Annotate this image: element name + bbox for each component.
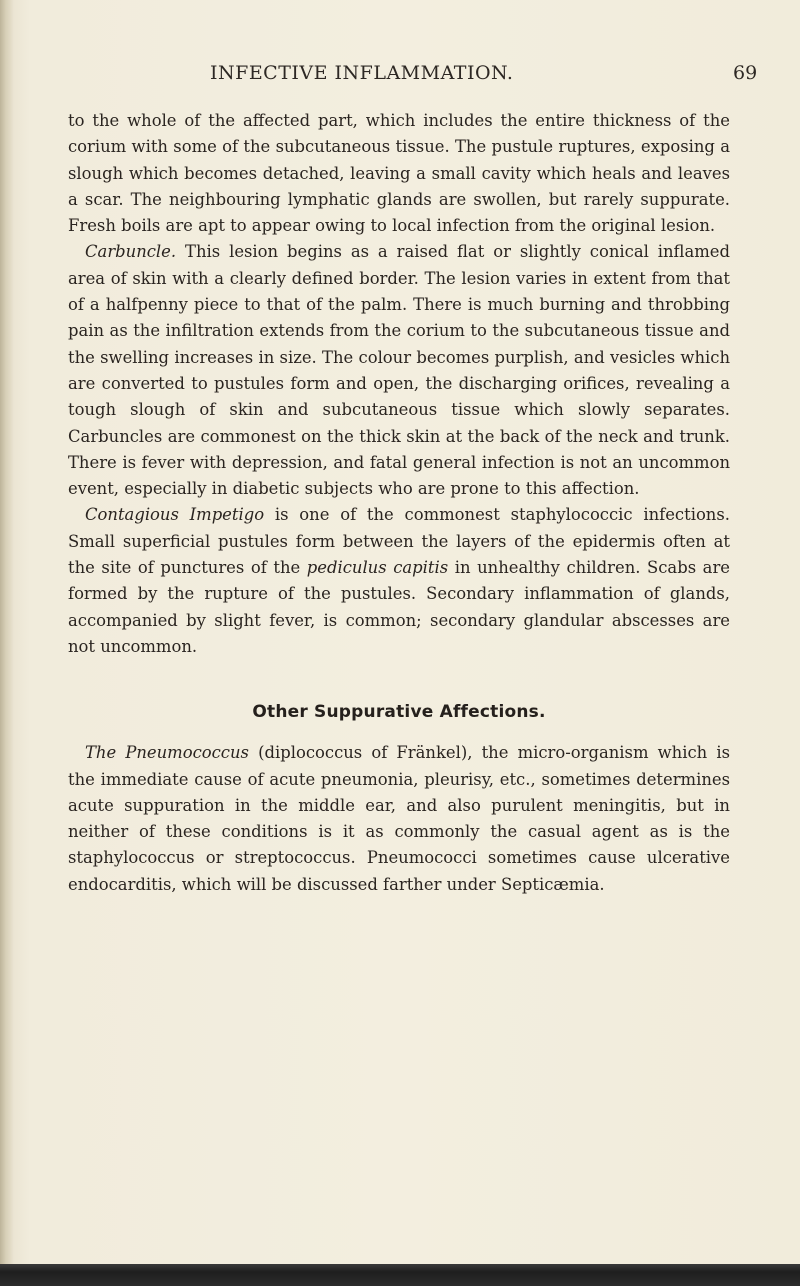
term-pneumococcus: The Pneumococcus — [85, 743, 249, 763]
paragraph-carbuncle — [68, 239, 730, 502]
carbuncle-text: This lesion begins as a raised flat or slightly conical inflamed area of skin with a clearly defined border. The lesion varies in extent from that of a halfpenny piece to that of the palm. There is much burning and throbbing pain as the infiltration extends from the corium to the subcutaneous tissue and the swelling increases in size. The colour becomes purplish, and vesicles which are converted to pustules form and open, the discharging orifices, revealing a tough slough of skin and subcutaneous tissue which slowly separates. Carbuncles are commonest on the thick skin at the back of the neck and trunk. There is fever with depression, and fatal general infection is not an uncommon event, especially in diabetic subjects who are prone to this affection. — [68, 242, 730, 499]
spine-shadow — [0, 0, 14, 1286]
body-text — [68, 108, 730, 898]
impetigo-text-2: in unhealthy children. Scabs are formed by the rupture of the pustules. Secondary inflammation of glands, accompanied by slight fever, is common; secondary glandular abscesses are not uncommon. — [68, 558, 730, 656]
term-carbuncle: Carbuncle. — [85, 242, 177, 262]
section-heading: Other Suppurative Affections. — [252, 702, 546, 723]
page-bottom-edge — [0, 1264, 800, 1286]
page-number: 69 — [733, 62, 758, 84]
pneumococcus-text: (diplococcus of Fränkel), the micro-organism which is the immediate cause of acute pneumonia, pleurisy, etc., sometimes determines acute suppuration in the middle ear, and also purulent meningitis, but in neither of these conditions is it as commonly the casual agent as is the staphylococcus or streptococcus. Pneumococci sometimes cause ulcerative endocarditis, which will be discussed farther under Septicæmia. — [68, 743, 731, 894]
paragraph-impetigo — [68, 502, 730, 660]
paragraph-boils-continued: to the whole of the affected part, which includes the entire thickness of the corium with some of the subcutaneous tissue. The pustule ruptures, exposing a slough which becomes detached, leaving a small cavity which heals and leaves a scar. The neighbouring lymphatic glands are swollen, but rarely suppurate. Fresh boils are apt to appear owing to local infection from the original lesion. — [68, 111, 730, 236]
term-pediculus-capitis: pediculus capitis — [306, 558, 449, 578]
page-header — [0, 62, 800, 86]
impetigo-text-1: is one of the commonest staphylococcic infections. Small superficial pustules form between the layers of the epidermis often at the site of punctures of the — [68, 505, 730, 578]
term-contagious-impetigo: Contagious Impetigo — [85, 505, 265, 525]
running-head: INFECTIVE INFLAMMATION. — [210, 62, 514, 84]
paragraph-pneumococcus — [68, 740, 730, 898]
